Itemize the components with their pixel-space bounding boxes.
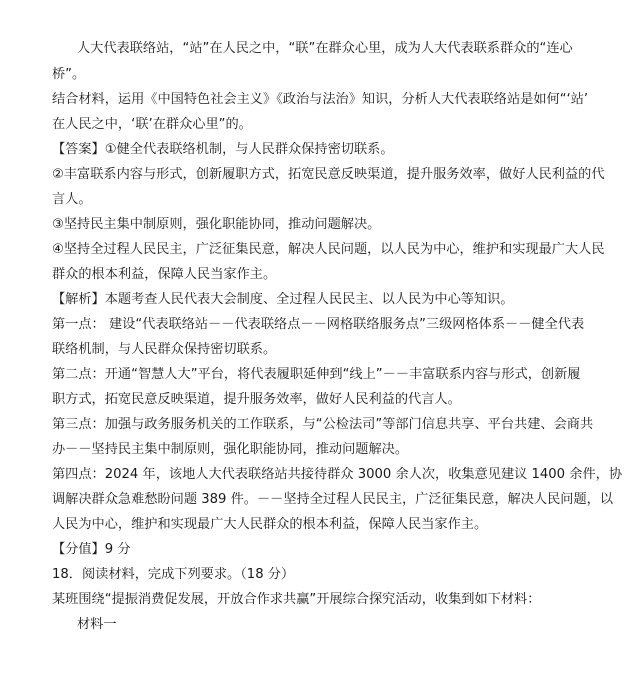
- paragraph-line: 人大代表联络站，“站”在人民之中，“联”在群众心里，成为人大代表联系群众的“连心: [77, 41, 573, 56]
- question-18-intro: 某班围绕“提振消费促发展，开放合作求共赢”开展综合探究活动，收集到如下材料：: [52, 592, 541, 607]
- answer-line: 【答案】①健全代表联络机制，与人民群众保持密切联系。: [52, 142, 394, 157]
- question-line: 结合材料，运用《中国特色社会主义》《政治与法治》知识，分析人大代表联络站是如何“‘站’: [52, 92, 589, 107]
- analysis-line: 调解决群众急难愁盼问题 389 件。－－坚持全过程人民民主，广泛征集民意，解决人民问题，以: [52, 492, 614, 507]
- answer-line: ②丰富联系内容与形式，创新履职方式，拓宽民意反映渠道，提升服务效率，做好人民利益的代: [52, 167, 605, 182]
- question-18-title: 18．阅读材料，完成下列要求。（18 分）: [52, 567, 295, 582]
- analysis-line: 联络机制，与人民群众保持密切联系。: [52, 342, 277, 357]
- analysis-line: 第三点：加强与政务服务机关的工作联系，与“公检法司”等部门信息共享、平台共建、会商共: [52, 417, 594, 432]
- paragraph-line: 桥”。: [52, 67, 86, 82]
- answer-line: 群众的根本利益，保障人民当家作主。: [52, 267, 277, 282]
- analysis-line: 人民为中心，维护和实现最广大人民群众的根本利益，保障人民当家作主。: [52, 517, 488, 532]
- analysis-line: 【解析】本题考查人民代表大会制度、全过程人民民主、以人民为中心等知识。: [52, 292, 514, 307]
- answer-line: ③坚持民主集中制原则，强化职能协同，推动问题解决。: [52, 217, 381, 232]
- analysis-line: 第二点：开通“智慧人大”平台，将代表履职延伸到“线上”－－丰富联系内容与形式，创新履: [52, 367, 581, 382]
- analysis-line: 第四点：2024 年，该地人大代表联络站共接待群众 3000 余人次，收集意见建议 1400 余件，协: [52, 467, 623, 482]
- material-one-label: 材料一: [77, 617, 117, 632]
- answer-line: ④坚持全过程人民民主，广泛征集民意，解决人民问题，以人民为中心，维护和实现最广大人民: [52, 242, 605, 257]
- analysis-line: 办－－坚持民主集中制原则，强化职能协同，推动问题解决。: [52, 442, 409, 457]
- analysis-line: 第一点： 建设“代表联络站－－代表联络点－－网格联络服务点”三级网格体系－－健全代表: [52, 317, 585, 332]
- score-line: 【分值】9 分: [52, 542, 131, 557]
- analysis-line: 职方式，拓宽民意反映渠道，提升服务效率，做好人民利益的代言人。: [52, 392, 461, 407]
- answer-line: 言人。: [52, 192, 92, 207]
- question-line: 在人民之中，‘联’在群众心里”的。: [52, 117, 252, 132]
